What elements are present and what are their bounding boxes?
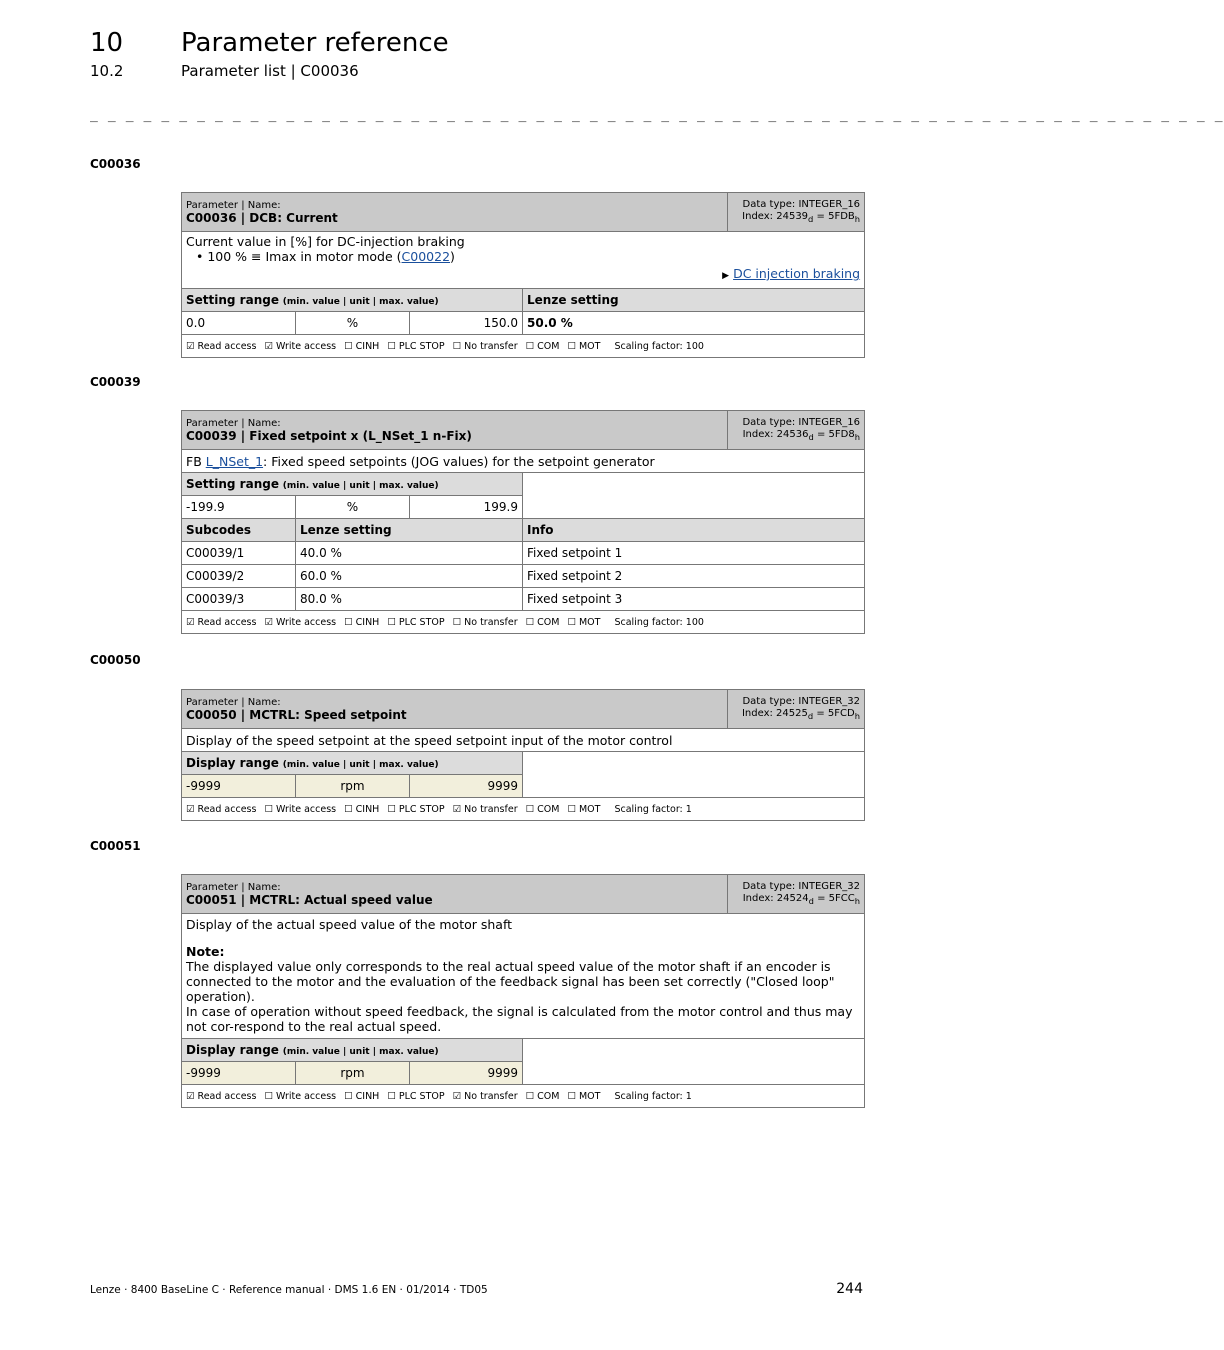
access-flags: ☑ Read access ☑ Write access ☐ CINH ☐ PLC STOP ☐ No transfer ☐ COM ☐ MOT Scaling factor: 100: [182, 335, 865, 358]
footer-text: Lenze · 8400 BaseLine C · Reference manual · DMS 1.6 EN · 01/2014 · TD05: [90, 1284, 488, 1296]
param-name-cell: [182, 193, 728, 232]
min-value: 0.0: [182, 312, 296, 335]
description: Display of the actual speed value of the motor shaft: [186, 917, 513, 932]
index: Index: 24524: [742, 893, 809, 904]
table-row: C00039/1 40.0 % Fixed setpoint 1: [182, 542, 865, 565]
index: Index: 24536: [742, 429, 809, 440]
data-type: Data type: INTEGER_32: [742, 881, 861, 892]
display-range-header: Display range (min. value | unit | max. value): [182, 1039, 523, 1062]
max-value: 9999: [410, 1062, 523, 1085]
subcodes-header: Subcodes: [182, 519, 296, 542]
min-value: -9999: [182, 775, 296, 798]
access-flags: ☑ Read access ☐ Write access ☐ CINH ☐ PLC STOP ☑ No transfer ☐ COM ☐ MOT Scaling factor: 1: [182, 1085, 865, 1108]
max-value: 150.0: [410, 312, 523, 335]
unit: %: [296, 496, 410, 519]
max-value: 9999: [410, 775, 523, 798]
note-text-2: In case of operation without speed feedback, the signal is calculated from the motor control and thus may not cor-respond to the real actual speed.: [186, 1004, 853, 1034]
section-label-c00039: C00039: [90, 375, 141, 389]
arrow-right-icon: ▶: [722, 271, 730, 281]
header-dash-rule: _ _ _ _ _ _ _ _ _ _ _ _ _ _ _ _ _ _ _ _ _ _ _ _ _ _ _ _ _ _ _ _ _ _ _ _ _ _ _ _ _ _ _ _ _ _ _ _ _ _ _ _ _ _ _ _ _ _ _ _ _ _ _ _: [90, 108, 1224, 123]
note-label: Note:: [186, 944, 225, 959]
param-name: C00039 | Fixed setpoint x (L_NSet_1 n-Fix): [186, 428, 472, 443]
lenze-setting-header: Lenze setting: [523, 289, 865, 312]
unit: rpm: [296, 775, 410, 798]
bullet-item: • 100 % ≡ Imax in motor mode (C00022): [196, 249, 455, 264]
section-label-c00050: C00050: [90, 653, 141, 667]
data-type-cell: Data type: INTEGER_16 Index: $24539_d = 5FDB_h$: [728, 193, 865, 232]
c00022-link[interactable]: C00022: [401, 249, 451, 264]
section-number: 10.2: [90, 62, 124, 80]
data-type: Data type: INTEGER_32: [742, 696, 860, 707]
data-type: Data type: INTEGER_16: [742, 417, 860, 428]
param-table-c00051: Parameter | Name: C00051 | MCTRL: Actual speed value Data type: INTEGER_32 Index: $24524_d = 5FCC_h$ Display of the actual speed value of the motor shaft Note: The displayed value only corresponds to the real actual speed value of the motor shaft if an encoder is connected to the motor and the evaluation of the feedback signal has been set correctly ("Closed loop" operation). In case of operation without speed feedback, the signal is calculated from the motor control and thus may not cor-respond to the real actual speed. Display range (min. value | unit | max. value) -9999 rpm 9999 ☑ Read access ☐ Write access ☐ CINH ☐ PLC STOP ☑ No transfer ☐ COM ☐ MOT Scaling factor: 1: [181, 874, 865, 1108]
setting-range-header: Setting range (min. value | unit | max. value): [182, 289, 523, 312]
section-title: Parameter list | C00036: [181, 62, 359, 80]
section-label-c00051: C00051: [90, 839, 141, 853]
description: Current value in [%] for DC-injection braking: [186, 234, 465, 249]
note-text-1: The displayed value only corresponds to the real actual speed value of the motor shaft if an encoder is connected to the motor and the evaluation of the feedback signal has been set correctly ("Closed loop" operation).: [186, 959, 835, 1004]
lenze-setting-value: 50.0 %: [523, 312, 865, 335]
min-value: -199.9: [182, 496, 296, 519]
display-range-header: Display range (min. value | unit | max. value): [182, 752, 523, 775]
param-name: C00050 | MCTRL: Speed setpoint: [186, 707, 407, 722]
unit: rpm: [296, 1062, 410, 1085]
param-table-c00039: Parameter | Name: C00039 | Fixed setpoint x (L_NSet_1 n-Fix) Data type: INTEGER_16 Index: $24536_d = 5FD8_h$ FB L_NSet_1: Fixed speed setpoints (JOG values) for the setpoint generator Setting range (min. value | unit | max. value) -199.9 % 199.9 Subcodes Lenze setting Info C00039/1 40.0 % Fixed setpoint 1 C00039/2 60.0 % Fixed setpoint 2 C00039/3 80.0 % Fixed setpoint 3 ☑ Read access ☑ Write access ☐ CINH ☐ PLC STOP ☐ No transfer ☐ COM ☐ MOT Scaling factor: 100: [181, 410, 865, 634]
param-table-c00036: [181, 192, 865, 358]
param-name: C00036 | DCB: Current: [186, 210, 338, 225]
description-cell: [182, 914, 865, 1039]
chapter-title: Parameter reference: [181, 28, 449, 58]
description: Display of the speed setpoint at the speed setpoint input of the motor control: [182, 729, 865, 752]
access-flags: ☑ Read access ☑ Write access ☐ CINH ☐ PLC STOP ☐ No transfer ☐ COM ☐ MOT Scaling factor: 100: [182, 611, 865, 634]
min-value: -9999: [182, 1062, 296, 1085]
dc-injection-braking-link[interactable]: DC injection braking: [733, 266, 861, 281]
table-row: C00039/2 60.0 % Fixed setpoint 2: [182, 565, 865, 588]
lenze-setting-header: Lenze setting: [296, 519, 523, 542]
setting-range-header: Setting range (min. value | unit | max. value): [182, 473, 523, 496]
param-name-label: Parameter | Name:: [186, 199, 281, 211]
page-number: 244: [836, 1281, 863, 1297]
chapter-number: 10: [90, 28, 124, 58]
max-value: 199.9: [410, 496, 523, 519]
unit: %: [296, 312, 410, 335]
description-cell: [182, 232, 865, 289]
info-header: Info: [523, 519, 865, 542]
param-table-c00050: Parameter | Name: C00050 | MCTRL: Speed setpoint Data type: INTEGER_32 Index: $24525_d = 5FCD_h$ Display of the speed setpoint at the speed setpoint input of the motor control Display range (min. value | unit | max. value) -9999 rpm 9999 ☑ Read access ☐ Write access ☐ CINH ☐ PLC STOP ☑ No transfer ☐ COM ☐ MOT Scaling factor: 1: [181, 689, 865, 821]
table-row: C00039/3 80.0 % Fixed setpoint 3: [182, 588, 865, 611]
param-name: C00051 | MCTRL: Actual speed value: [186, 892, 433, 907]
index: Index: 24539: [742, 211, 809, 222]
access-flags: ☑ Read access ☐ Write access ☐ CINH ☐ PLC STOP ☑ No transfer ☐ COM ☐ MOT Scaling factor: 1: [182, 798, 865, 821]
l-nset-1-link[interactable]: L_NSet_1: [205, 453, 264, 469]
data-type: Data type: INTEGER_16: [742, 199, 861, 210]
index: Index: 24525: [741, 708, 808, 719]
description-cell: FB L_NSet_1: Fixed speed setpoints (JOG values) for the setpoint generator: [182, 450, 865, 473]
section-label-c00036: C00036: [90, 157, 141, 171]
